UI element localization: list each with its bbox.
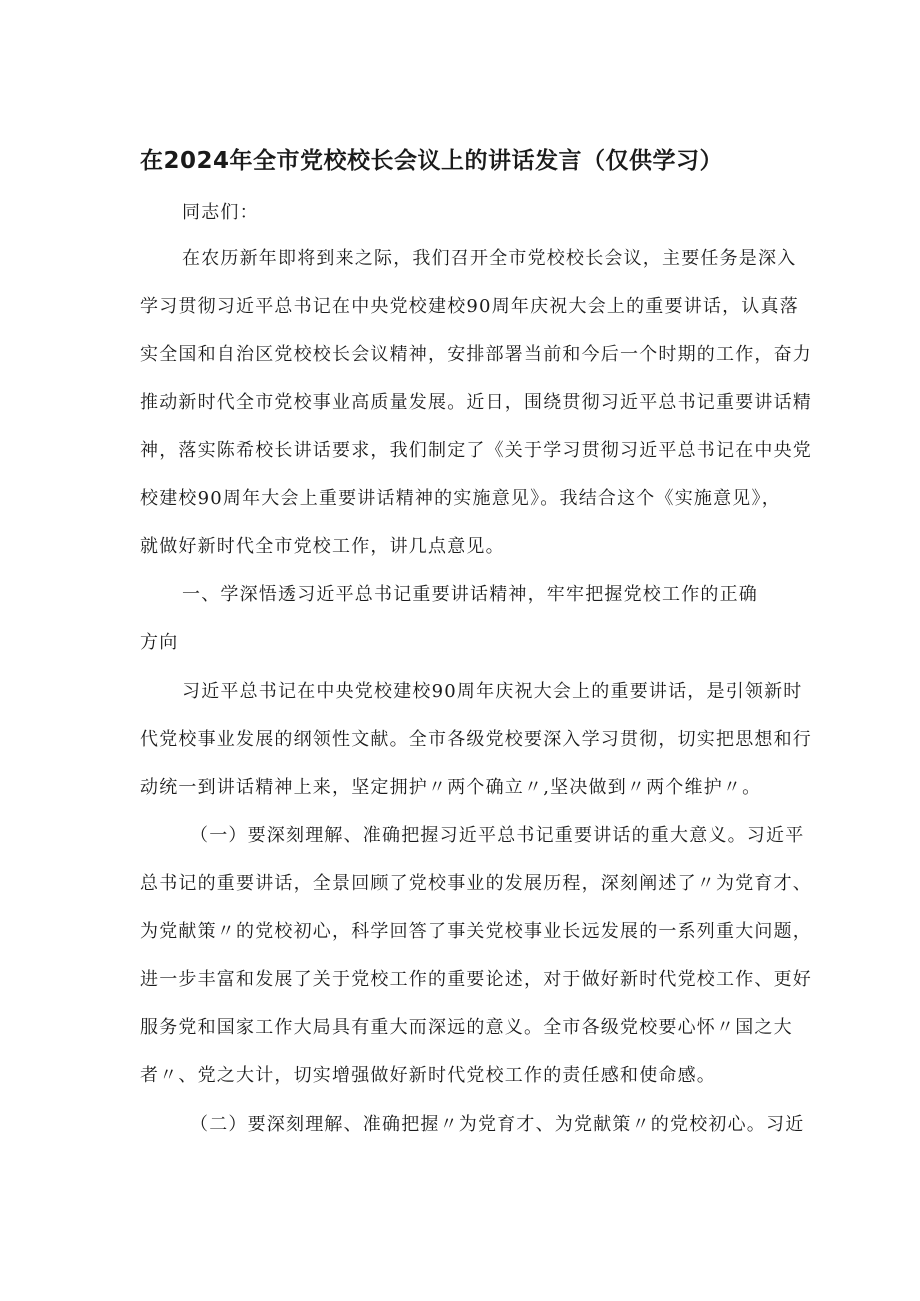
- paragraph-line: 习近平总书记在中央党校建校90周年庆祝大会上的重要讲话，是引领新时: [182, 681, 803, 702]
- paragraph-line: 推动新时代全市党校事业高质量发展。近日，围绕贯彻习近平总书记重要讲话精: [140, 392, 812, 413]
- paragraph-line: 代党校事业发展的纲领性文献。全市各级党校要深入学习贯彻，切实把思想和行: [140, 729, 812, 750]
- paragraph-line: 进一步丰富和发展了关于党校工作的重要论述，对于做好新时代党校工作、更好: [140, 969, 812, 990]
- salutation: 同志们：: [182, 202, 259, 223]
- paragraph-line: 在农历新年即将到来之际，我们召开全市党校校长会议，主要任务是深入: [182, 248, 797, 269]
- document-title: 在2024年全市党校校长会议上的讲话发言（仅供学习）: [140, 148, 724, 174]
- paragraph-line: 学习贯彻习近平总书记在中央党校建校90周年庆祝大会上的重要讲话，认真落: [140, 296, 799, 317]
- paragraph-line: 就做好新时代全市党校工作，讲几点意见。: [140, 536, 505, 557]
- paragraph-line: 服务党和国家工作大局具有重大而深远的意义。全市各级党校要心怀〃国之大: [140, 1017, 793, 1038]
- paragraph-line: 实全国和自治区党校校长会议精神，安排部署当前和今后一个时期的工作，奋力: [140, 344, 812, 365]
- paragraph-line: 为党献策〃的党校初心，科学回答了事关党校事业长远发展的一系列重大问题，: [140, 921, 812, 942]
- paragraph-line: （二）要深刻理解、准确把握〃为党育才、为党献策〃的党校初心。习近: [190, 1114, 805, 1135]
- paragraph-line: 者〃、党之大计，切实增强做好新时代党校工作的责任感和使命感。: [140, 1065, 716, 1086]
- paragraph-line: 校建校90周年大会上重要讲话精神的实施意见》。我结合这个《实施意见》，: [140, 488, 781, 509]
- paragraph-line: 总书记的重要讲话，全景回顾了党校事业的发展历程，深刻阐述了〃为党育才、: [140, 873, 812, 894]
- paragraph-line: 神，落实陈希校长讲话要求，我们制定了《关于学习贯彻习近平总书记在中央党: [140, 440, 812, 461]
- section-heading: 一、学深悟透习近平总书记重要讲话精神，牢牢把握党校工作的正确: [182, 584, 758, 605]
- paragraph-line: 动统一到讲话精神上来，坚定拥护〃两个确立〃,坚决做到〃两个维护〃。: [140, 777, 762, 798]
- paragraph-line: （一）要深刻理解、准确把握习近平总书记重要讲话的重大意义。习近平: [190, 825, 805, 846]
- section-heading: 方向: [140, 632, 179, 653]
